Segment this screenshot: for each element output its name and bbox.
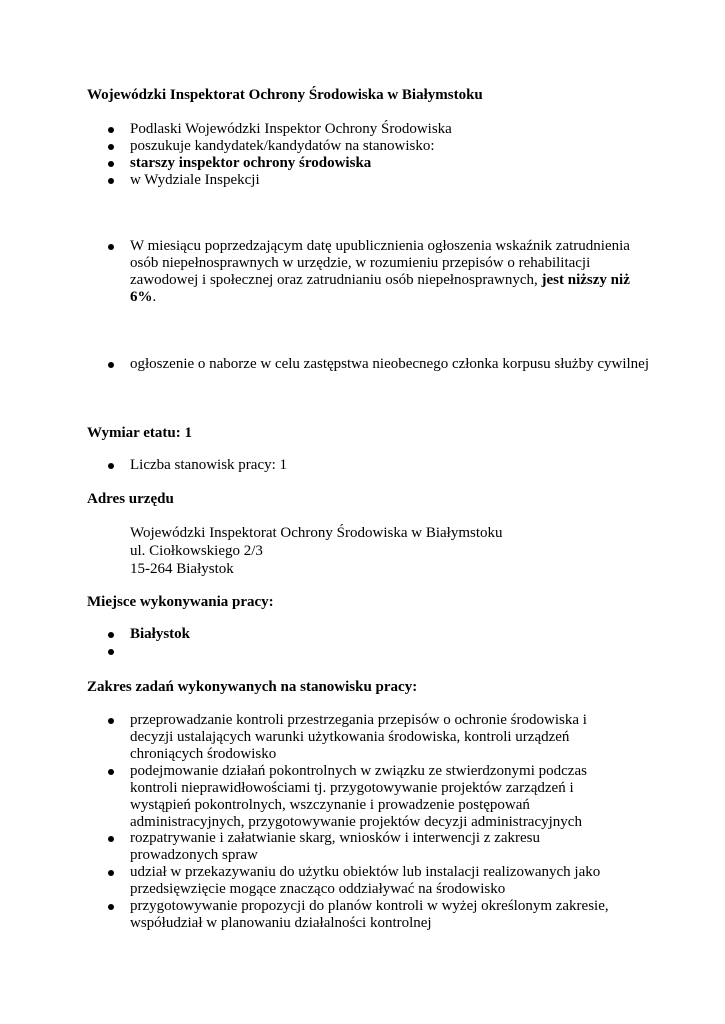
duties-heading: Zakres zadań wykonywanych na stanowisku pracy: xyxy=(87,679,418,695)
duty-text: podejmowanie działań pokontrolnych w związku ze stwierdzonymi podczas kontroli nieprawidłowościami tj. przygotowywanie projektów zarządzeń i wystąpień pokontrolnych, wszczynanie i prowadzenie postępowań administracyjnych, przygotowywanie projektów decyzji administracyjnych xyxy=(130,763,587,830)
workplace-heading: Miejsce wykonywania pracy: xyxy=(87,594,274,610)
disability-note-text: W miesiącu poprzedzającym datę upublicznienia ogłoszenia wskaźnik zatrudnienia osób niepełnosprawnych w urzędzie, w rozumieniu przepisów o rehabilitacji zawodowej i społecznej oraz zatrudnianiu osób niepełnosprawnych, xyxy=(130,238,630,288)
duty-text: przygotowywanie propozycji do planów kontroli w wyżej określonym zakresie, współudział w planowaniu działalności kontrolnej xyxy=(130,898,609,931)
bullet-icon xyxy=(108,870,114,876)
list-item-text: Podlaski Wojewódzki Inspektor Ochrony Środowiska xyxy=(130,121,452,137)
bullet-icon xyxy=(108,904,114,910)
address-heading: Adres urzędu xyxy=(87,491,174,507)
bullet-icon xyxy=(108,178,114,184)
duty-text: udział w przekazywaniu do użytku obiektów lub instalacji realizowanych jako przedsięwzięcie mogące znacząco oddziaływać na środowisko xyxy=(130,864,601,897)
address-line: 15-264 Białystok xyxy=(130,561,234,577)
page-title: Wojewódzki Inspektorat Ochrony Środowiska w Białymstoku xyxy=(87,87,483,103)
bullet-icon xyxy=(108,362,114,368)
department: w Wydziale Inspekcji xyxy=(130,172,260,188)
bullet-icon xyxy=(108,632,114,638)
workload-heading: Wymiar etatu: 1 xyxy=(87,425,192,441)
bullet-icon xyxy=(108,144,114,150)
disability-note-bold: jest niższy niż 6% xyxy=(130,272,630,305)
address-line: ul. Ciołkowskiego 2/3 xyxy=(130,543,263,559)
bullet-icon xyxy=(108,244,114,250)
replacement-note: ogłoszenie o naborze w celu zastępstwa nieobecnego członka korpusu służby cywilnej xyxy=(130,356,649,372)
duty-text: rozpatrywanie i załatwianie skarg, wniosków i interwencji z zakresu prowadzonych spraw xyxy=(130,830,540,863)
duty-text: przeprowadzanie kontroli przestrzegania przepisów o ochronie środowiska i decyzji ustalających warunki użytkowania środowiska, kontroli urządzeń chroniących środowisko xyxy=(130,712,587,762)
bullet-icon xyxy=(108,769,114,775)
bullet-icon xyxy=(108,649,114,655)
disability-note xyxy=(130,238,635,306)
position-title: starszy inspektor ochrony środowiska xyxy=(130,155,372,171)
bullet-icon xyxy=(108,463,114,469)
list-item-text: poszukuje kandydatek/kandydatów na stanowisko: xyxy=(130,138,435,154)
bullet-icon xyxy=(108,718,114,724)
disability-note-end: . xyxy=(152,289,157,305)
bullet-icon xyxy=(108,836,114,842)
bullet-icon xyxy=(108,127,114,133)
address-line: Wojewódzki Inspektorat Ochrony Środowiska w Białymstoku xyxy=(130,525,503,541)
bullet-icon xyxy=(108,161,114,167)
positions-count: Liczba stanowisk pracy: 1 xyxy=(130,457,288,473)
workplace-city: Białystok xyxy=(130,626,191,642)
